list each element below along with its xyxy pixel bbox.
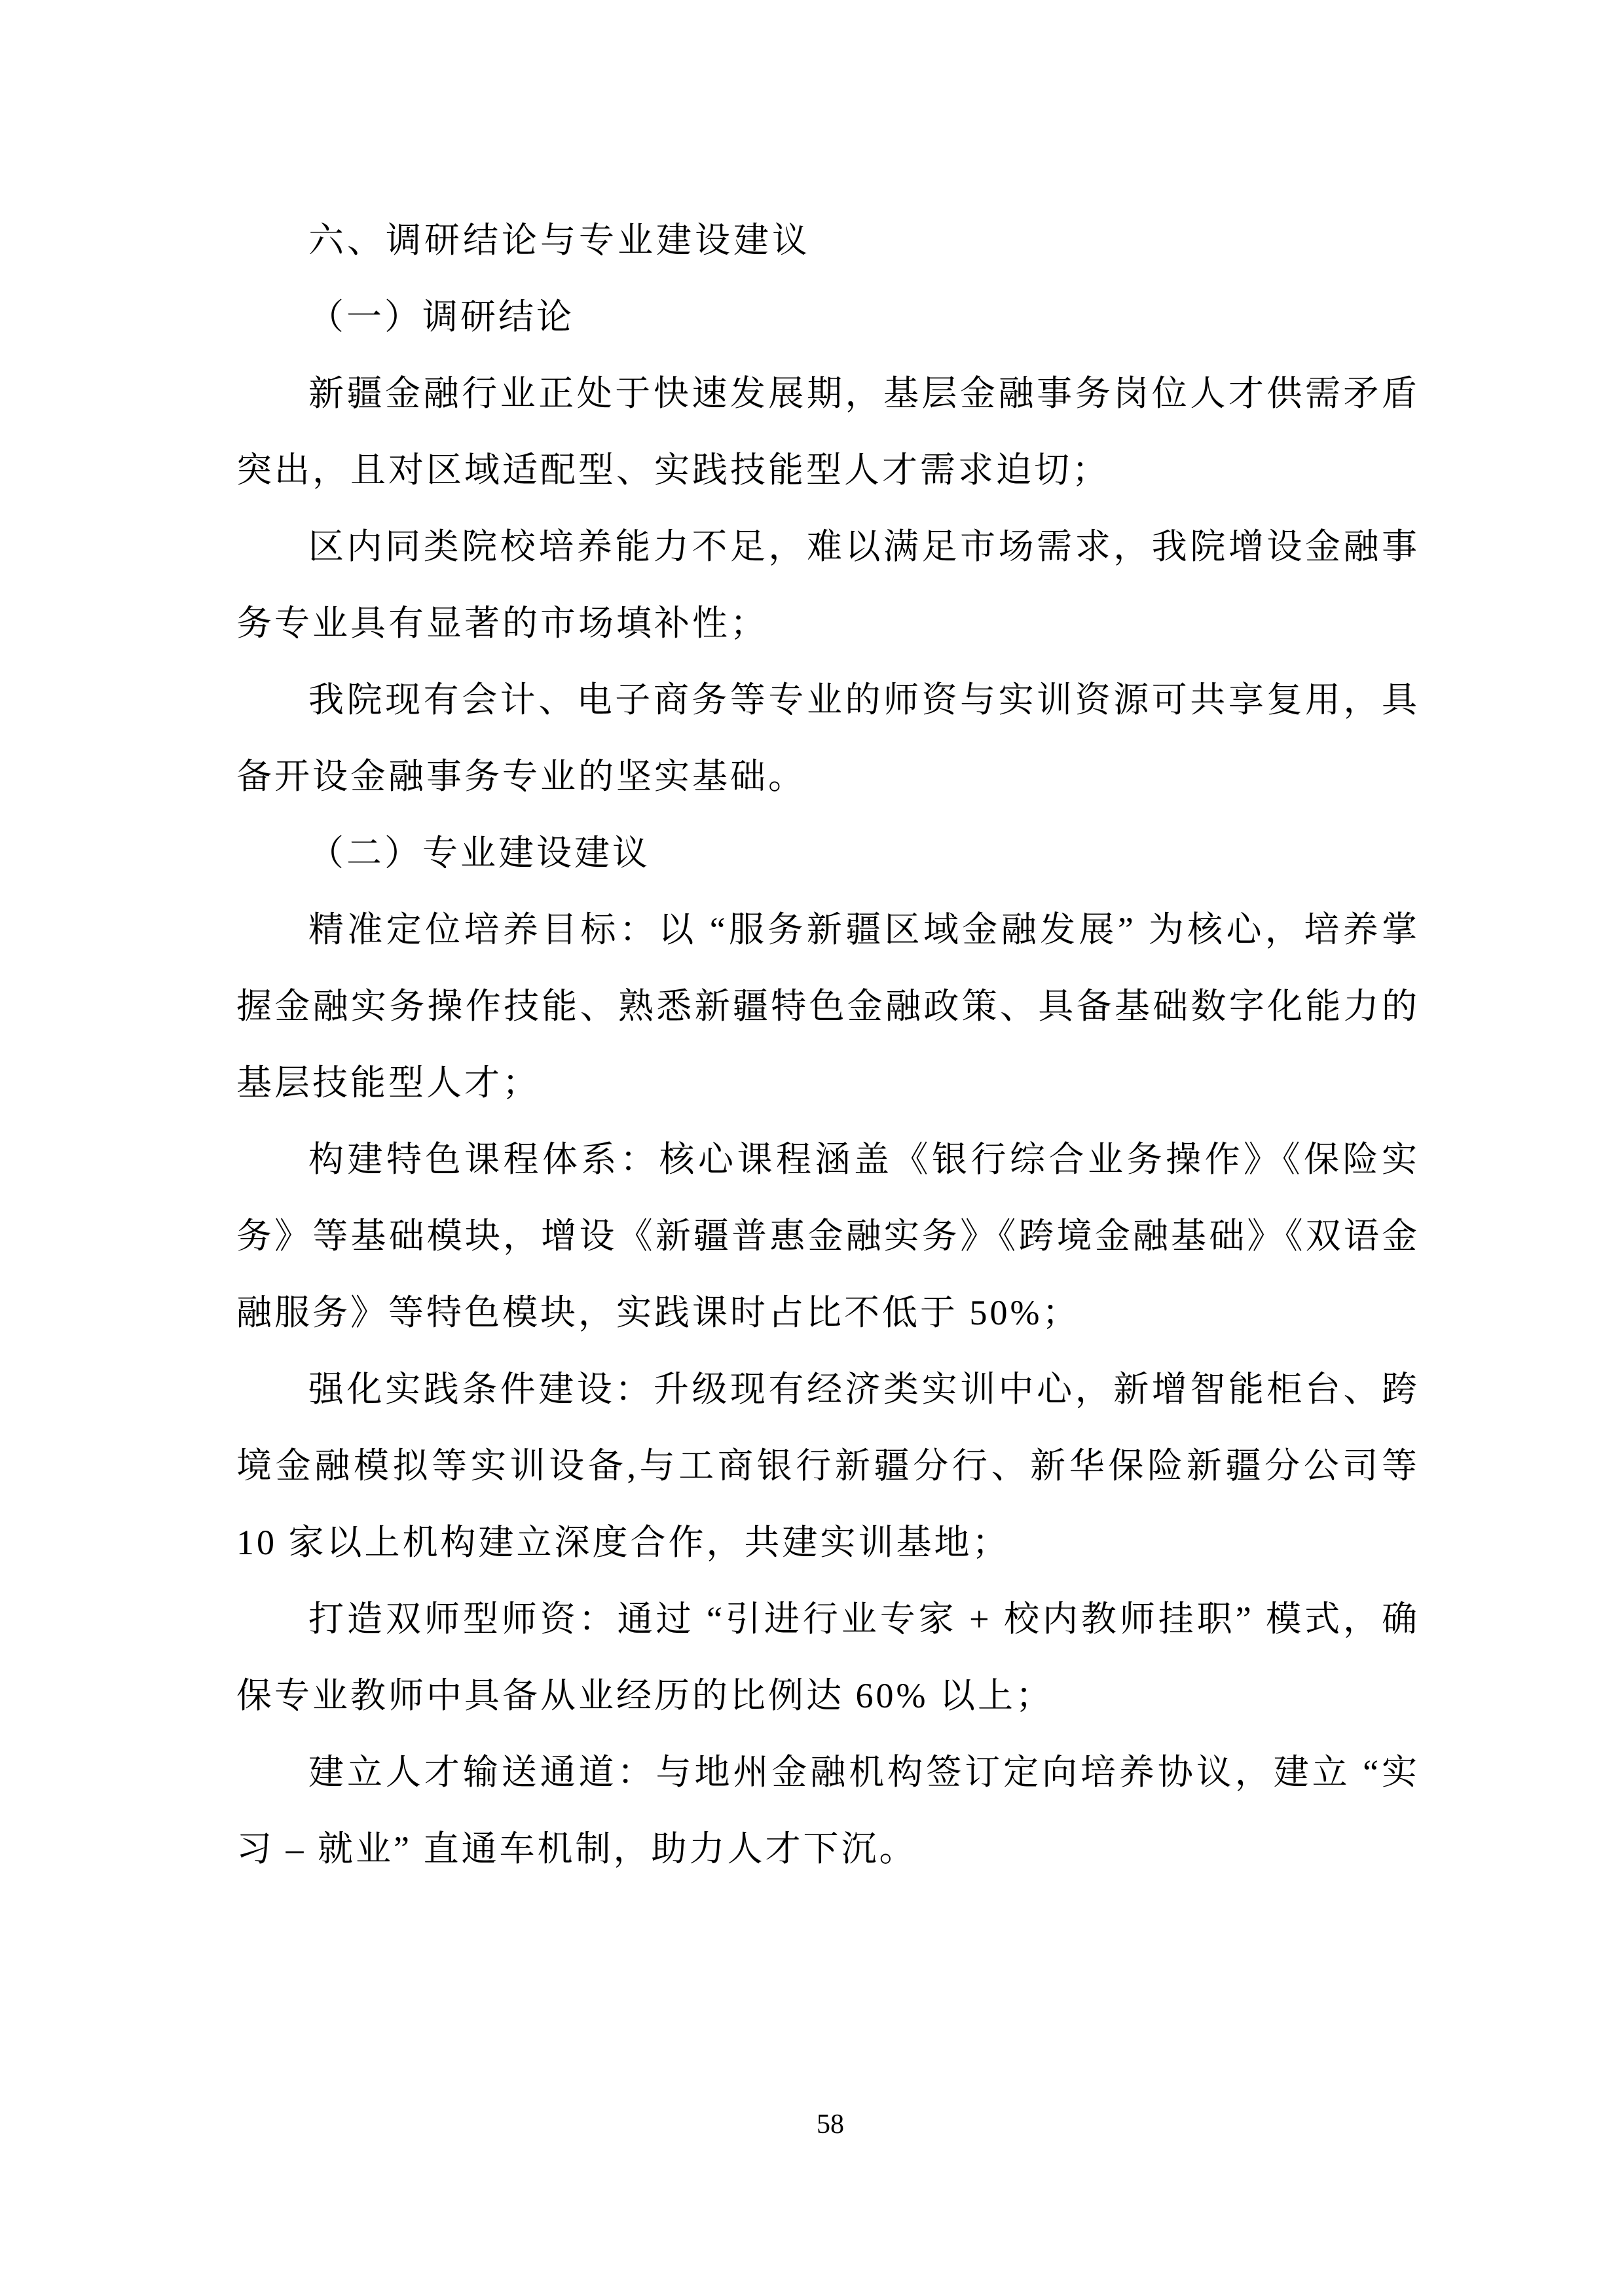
paragraph-suggestion-4: 打造双师型师资：通过 “引进行业专家 + 校内教师挂职” 模式，确保专业教师中具备从业经历的比例达 60% 以上； bbox=[236, 1599, 1420, 1715]
chapter-heading: 六、调研结论与专业建设建议 bbox=[308, 221, 811, 260]
subsection-heading-conclusion: （一）调研结论 bbox=[308, 297, 574, 337]
document-content bbox=[236, 0, 1420, 1887]
paragraph-conclusion-3: 我院现有会计、电子商务等专业的师资与实训资源可共享复用，具备开设金融事务专业的坚实基础。 bbox=[236, 680, 1420, 796]
paragraph-conclusion-2: 区内同类院校培养能力不足，难以满足市场需求，我院增设金融事务专业具有显著的市场填补性； bbox=[236, 527, 1420, 643]
paragraph-suggestion-2: 构建特色课程体系：核心课程涵盖《银行综合业务操作》《保险实务》等基础模块，增设《新疆普惠金融实务》《跨境金融基础》《双语金融服务》等特色模块，实践课时占比不低于 50%； bbox=[236, 1140, 1420, 1332]
paragraph-suggestion-1: 精准定位培养目标：以 “服务新疆区域金融发展” 为核心，培养掌握金融实务操作技能、熟悉新疆特色金融政策、具备基础数字化能力的基层技能型人才； bbox=[236, 910, 1420, 1102]
subsection-heading-suggestions: （二）专业建设建议 bbox=[308, 833, 650, 873]
paragraph-suggestion-5: 建立人才输送通道：与地州金融机构签订定向培养协议，建立 “实习 – 就业” 直通车机制，助力人才下沉。 bbox=[236, 1753, 1420, 1868]
paragraph-suggestion-3: 强化实践条件建设：升级现有经济类实训中心，新增智能柜台、跨境金融模拟等实训设备,与工商银行新疆分行、新华保险新疆分公司等 10 家以上机构建立深度合作，共建实训基地； bbox=[236, 1370, 1420, 1562]
paragraph-conclusion-1: 新疆金融行业正处于快速发展期，基层金融事务岗位人才供需矛盾突出，且对区域适配型、实践技能型人才需求迫切； bbox=[236, 374, 1420, 490]
page-number: 58 bbox=[817, 2109, 844, 2140]
